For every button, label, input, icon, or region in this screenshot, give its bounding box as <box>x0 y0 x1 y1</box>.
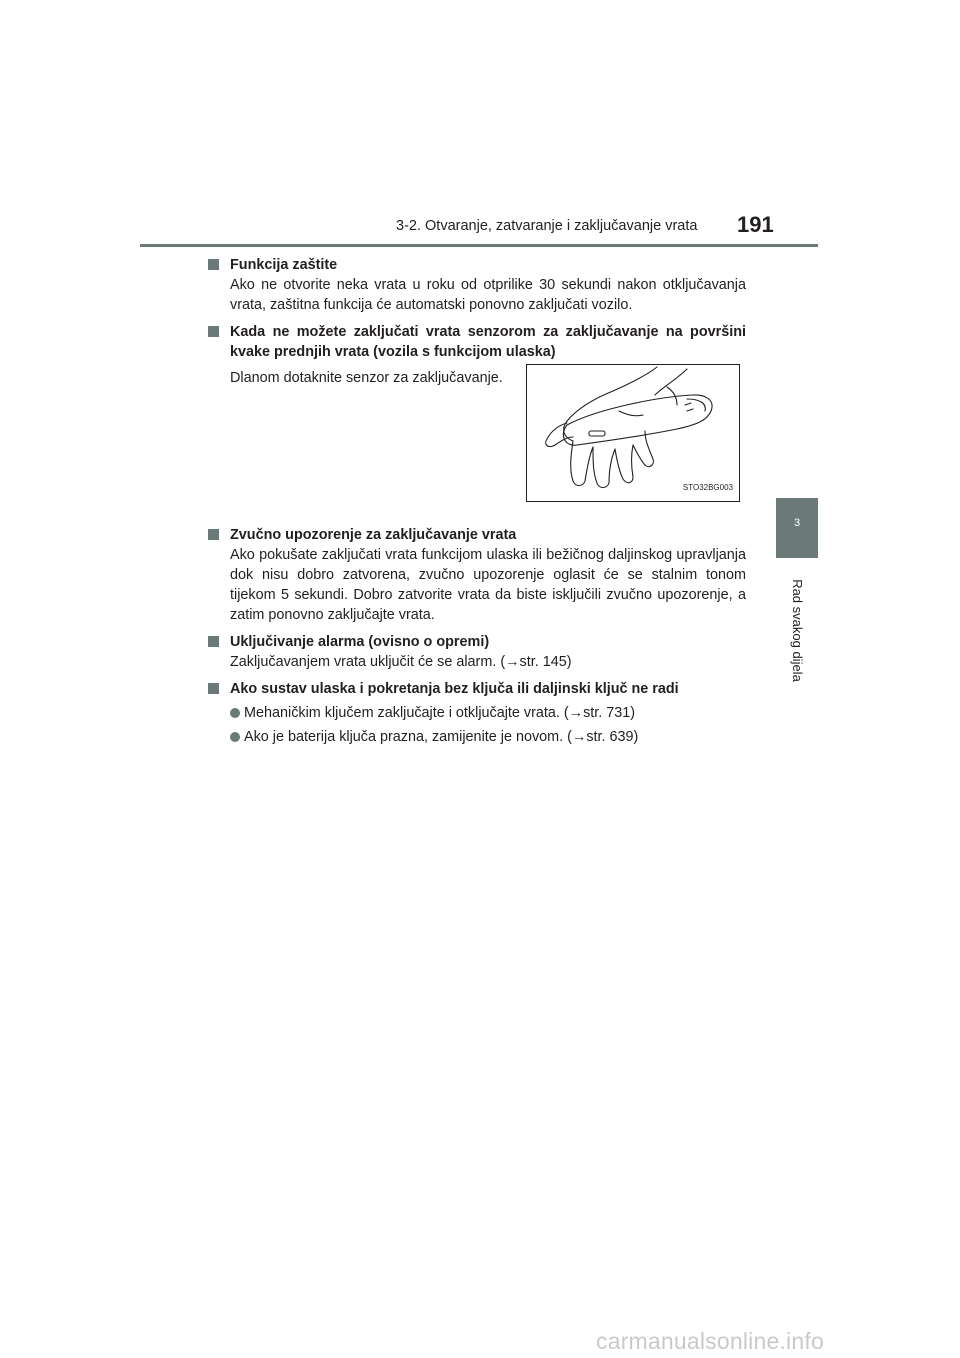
figure-row <box>230 362 746 518</box>
chapter-label-text: Rad svakog dijela <box>789 578 805 682</box>
section-lock-sensor <box>208 322 746 518</box>
list-item <box>230 727 746 747</box>
list-item-text: Mehaničkim ključem zaključajte i otključajte vrata. (→str. 731) <box>244 705 636 721</box>
list-item <box>230 703 746 723</box>
section-protection-function <box>208 255 746 315</box>
figure-code: STO32BG003 <box>682 483 733 492</box>
section-title: Ako sustav ulaska i pokretanja bez ključa ili daljinski ključ ne radi <box>230 681 679 697</box>
round-bullet-icon <box>230 732 240 742</box>
square-bullet-icon <box>208 326 219 337</box>
section-title: Uključivanje alarma (ovisno o opremi) <box>230 634 490 650</box>
square-bullet-icon <box>208 529 219 540</box>
section-title: Zvučno upozorenje za zaključavanje vrata <box>230 527 517 543</box>
hand-on-door-handle-illustration <box>526 364 740 502</box>
watermark: carmanualsonline.info <box>596 1328 824 1354</box>
section-alarm-activation <box>208 632 746 672</box>
chapter-label <box>764 570 830 690</box>
section-keyless-malfunction <box>208 679 746 747</box>
square-bullet-icon <box>208 683 219 694</box>
section-body: Zaključavanjem vrata uključit će se alarm. (→str. 145) <box>230 654 572 670</box>
page-number: 191 <box>737 212 774 237</box>
section-body: Ako pokušate zaključati vrata funkcijom ulaska ili bežičnog daljinskog upravljanja dok nisu dobro zatvorena, zvučno upozorenje oglasit će se stalnim tonom tijekom 5 sekundi. Dobro zatvorite vrata da biste isključili zvučno upozorenje, a zatim ponovno zaključajte vrata. <box>230 547 746 623</box>
figure-caption: Dlanom dotaknite senzor za zaključavanje. <box>230 370 503 386</box>
section-header-title: 3-2. Otvaranje, zatvaranje i zaključavanje vrata <box>396 218 698 234</box>
chapter-tab: 3 <box>776 498 818 558</box>
page-content <box>208 255 746 754</box>
square-bullet-icon <box>208 259 219 270</box>
section-title: Kada ne možete zaključati vrata senzorom za zaključavanje na površini kvake prednjih vrata (vozila s funkcijom ulaska) <box>230 324 746 360</box>
section-lock-warning-buzzer <box>208 525 746 625</box>
round-bullet-icon <box>230 708 240 718</box>
header-divider <box>140 244 818 247</box>
square-bullet-icon <box>208 636 219 647</box>
section-body: Ako ne otvorite neka vrata u roku od otprilike 30 sekundi nakon otključavanja vrata, zaštitna funkcija će automatski ponovno zaključati vozilo. <box>230 277 746 313</box>
list-item-text: Ako je baterija ključa prazna, zamijenite je novom. (→str. 639) <box>244 729 639 745</box>
section-title: Funkcija zaštite <box>230 257 338 273</box>
